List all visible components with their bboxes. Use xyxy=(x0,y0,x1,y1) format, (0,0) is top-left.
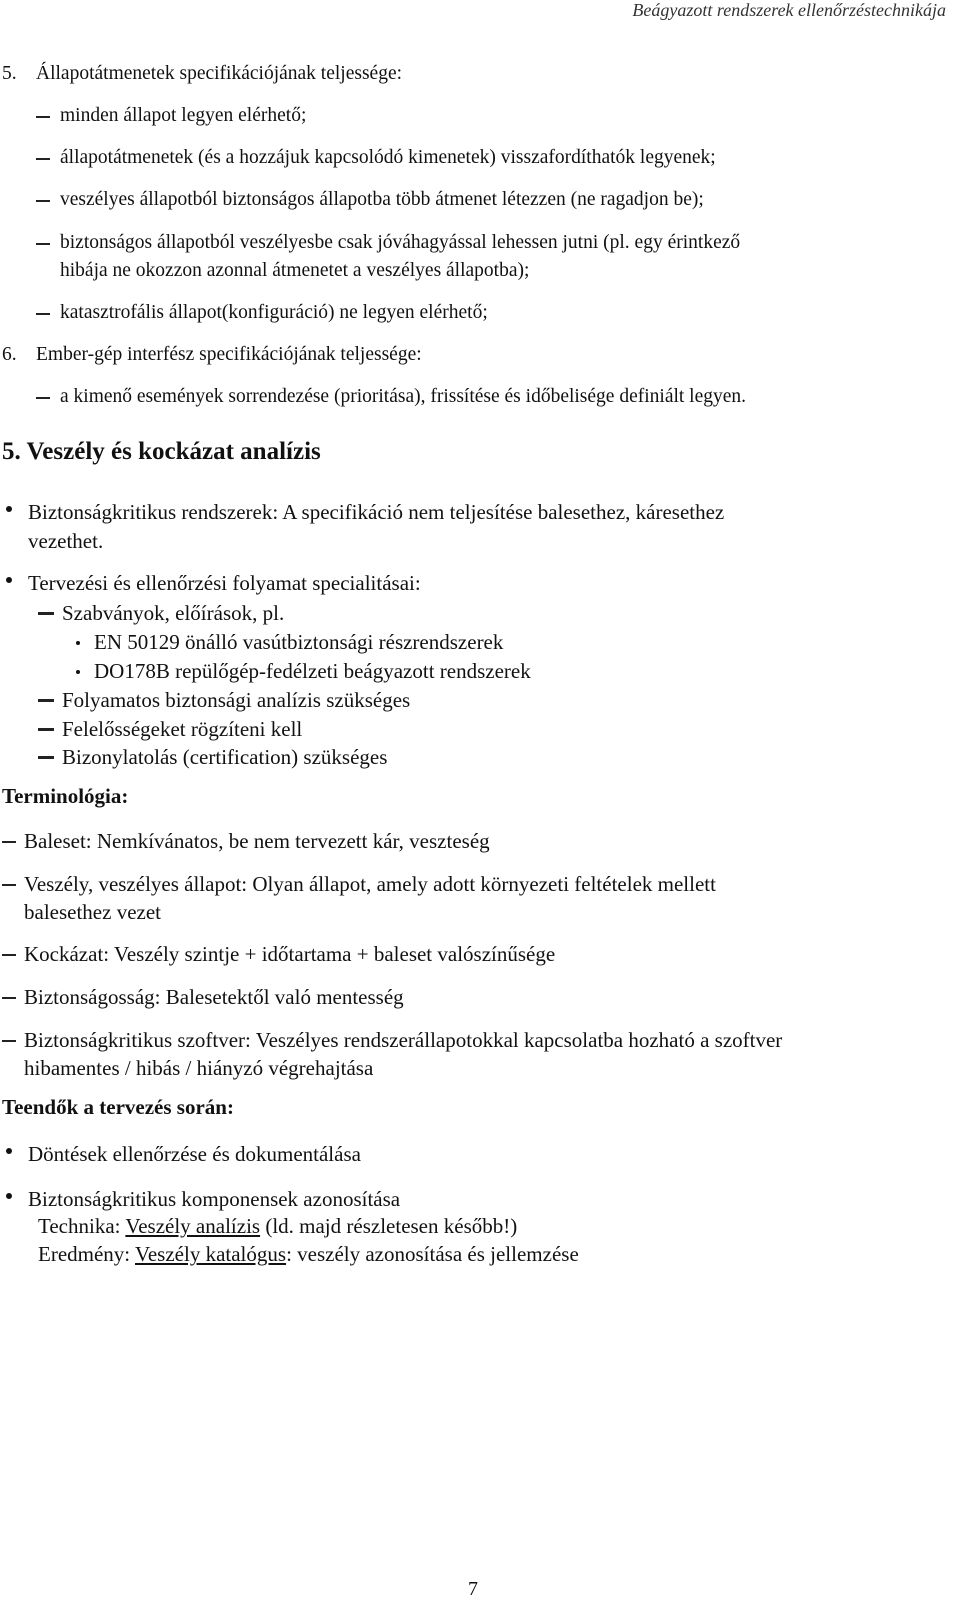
page-number: 7 xyxy=(468,1578,478,1600)
sub-item: Folyamatos biztonsági analízis szükséges xyxy=(62,688,411,712)
list-item-continuation: hibája ne okozzon azonnal átmenetet a veszélyes állapotba); xyxy=(60,260,530,281)
list-item: a kimenő események sorrendezése (prioritása), frissítése és időbelisége definiált legyen. xyxy=(60,386,747,407)
todo-heading: Teendők a tervezés során: xyxy=(2,1095,234,1119)
dash-marker xyxy=(36,200,50,202)
term-item: Kockázat: Veszély szintje + időtartama + baleset valószínűsége xyxy=(24,942,556,966)
list-item: veszélyes állapotból biztonságos állapotba több átmenet létezzen (ne ragadjon be); xyxy=(60,189,704,210)
list-item: biztonságos állapotból veszélyesbe csak jóváhagyással lehessen jutni (pl. egy érintkező xyxy=(60,232,741,253)
term-item: Biztonságosság: Balesetektől való mentesség xyxy=(24,985,404,1009)
technique-label: Technika: xyxy=(38,1214,121,1238)
bullet-marker xyxy=(76,641,80,645)
result-label: Eredmény: xyxy=(38,1242,131,1266)
bullet-marker xyxy=(6,577,12,583)
sub-item: Felelősségeket rögzíteni kell xyxy=(62,717,303,741)
dash-marker xyxy=(36,116,50,118)
dash-marker xyxy=(2,841,16,843)
dash-marker xyxy=(2,884,16,886)
todo-item: Biztonságkritikus komponensek azonosítása xyxy=(28,1187,401,1211)
term-item: Baleset: Nemkívánatos, be nem tervezett kár, veszteség xyxy=(24,829,490,853)
bullet-text: Tervezési és ellenőrzési folyamat specialitásai: xyxy=(28,571,421,595)
dash-marker xyxy=(38,699,54,702)
list-item: katasztrofális állapot(konfiguráció) ne legyen elérhető; xyxy=(60,302,488,323)
term-item: Veszély, veszélyes állapot: Olyan állapot, amely adott környezeti feltételek mellett xyxy=(24,872,716,896)
list-item: minden állapot legyen elérhető; xyxy=(60,105,307,126)
term-item: Biztonságkritikus szoftver: Veszélyes rendszerállapotokkal kapcsolatba hozható a szoftver xyxy=(24,1028,783,1052)
bullet-marker xyxy=(6,1193,12,1199)
dash-marker xyxy=(38,756,54,759)
sub-sub-item: DO178B repülőgép-fedélzeti beágyazott rendszerek xyxy=(94,659,531,683)
bullet-text-continuation: vezethet. xyxy=(28,529,104,553)
list-item: állapotátmenetek (és a hozzájuk kapcsolódó kimenetek) visszafordíthatók legyenek; xyxy=(60,147,716,168)
section-title: Állapotátmenetek specifikációjának teljessége: xyxy=(36,63,403,84)
sub-sub-item: EN 50129 önálló vasútbiztonsági részrendszerek xyxy=(94,630,504,654)
technique-rest: (ld. majd részletesen később!) xyxy=(265,1214,518,1238)
dash-marker xyxy=(2,1040,16,1042)
result-link[interactable]: Veszély katalógus xyxy=(135,1242,287,1266)
section-title: Ember-gép interfész specifikációjának teljessége: xyxy=(36,344,422,365)
dash-marker xyxy=(36,243,50,245)
dash-marker xyxy=(2,997,16,999)
dash-marker xyxy=(36,313,50,315)
bullet-marker xyxy=(6,1148,12,1154)
dash-marker xyxy=(2,954,16,956)
result-line xyxy=(38,1240,579,1268)
bullet-text: Biztonságkritikus rendszerek: A specifikáció nem teljesítése balesethez, káresethez xyxy=(28,500,725,524)
result-rest: : veszély azonosítása és jellemzése xyxy=(286,1242,579,1266)
dash-marker xyxy=(38,728,54,731)
bullet-marker xyxy=(6,506,12,512)
section-number: 5. xyxy=(2,63,17,84)
dash-marker xyxy=(36,158,50,160)
running-header: Beágyazott rendszerek ellenőrzéstechnikája xyxy=(632,0,946,20)
dash-marker xyxy=(36,397,50,399)
term-item-continuation: hibamentes / hibás / hiányzó végrehajtása xyxy=(24,1056,374,1080)
bullet-marker xyxy=(76,670,80,674)
section-number: 6. xyxy=(2,344,17,365)
technique-link[interactable]: Veszély analízis xyxy=(125,1214,261,1238)
section-heading: 5. Veszély és kockázat analízis xyxy=(2,438,321,465)
todo-item: Döntések ellenőrzése és dokumentálása xyxy=(28,1142,361,1166)
terminology-heading: Terminológia: xyxy=(2,784,129,808)
dash-marker xyxy=(38,612,54,615)
sub-item: Bizonylatolás (certification) szükséges xyxy=(62,745,388,769)
technique-line xyxy=(38,1212,517,1240)
sub-item: Szabványok, előírások, pl. xyxy=(62,601,285,625)
term-item-continuation: balesethez vezet xyxy=(24,900,161,924)
